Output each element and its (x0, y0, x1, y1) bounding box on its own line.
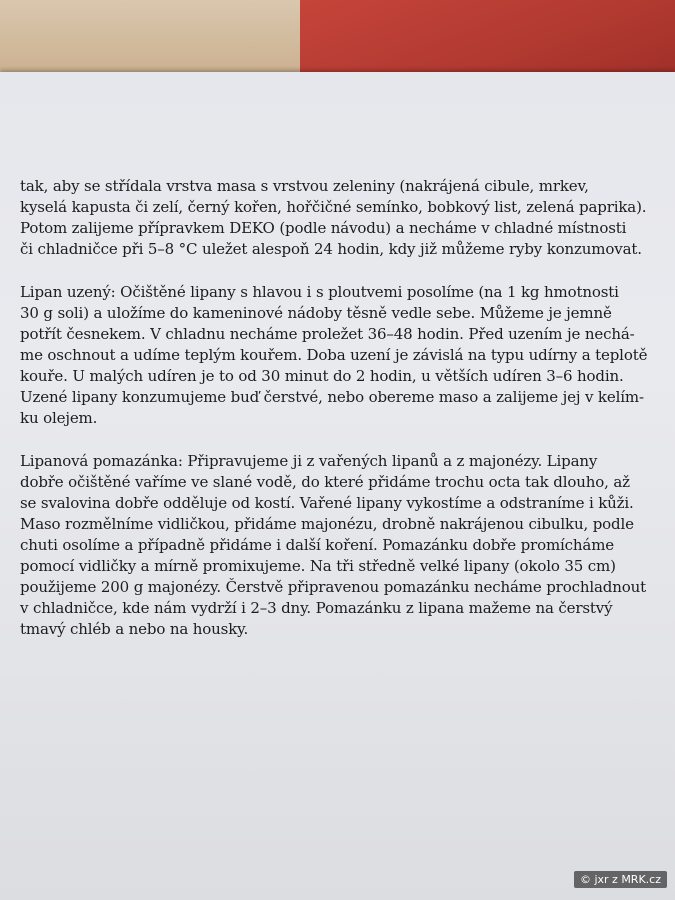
text-line: Lipan uzený: Očištěné lipany s hlavou i s ploutvemi posolíme (na 1 kg hmotnosti (20, 283, 619, 301)
text-line: Lipanová pomazánka: Připravujeme ji z vařených lipanů a z majonézy. Lipany (20, 452, 598, 470)
text-line: tak, aby se střídala vrstva masa s vrstvou zeleniny (nakrájená cibule, mrkev, (20, 177, 589, 195)
text-line: chuti osolíme a případně přidáme i další koření. Pomazánku dobře promícháme (20, 536, 615, 554)
text-line: použijeme 200 g majonézy. Čerstvě připravenou pomazánku necháme prochladnout (20, 578, 647, 596)
text-line: či chladničce při 5–8 °C uležet alespoň 24 hodin, kdy již můžeme ryby konzumovat. (20, 240, 642, 258)
paragraph-grayling-spread (20, 451, 658, 640)
text-line: pomocí vidličky a mírně promixujeme. Na tři středně velké lipany (okolo 35 cm) (20, 557, 616, 575)
text-line: tmavý chléb a nebo na housky. (20, 620, 249, 638)
paragraph-smoked-grayling (20, 282, 658, 429)
watermark: © jxr z MRK.cz (574, 871, 667, 888)
text-line: Maso rozmělníme vidličkou, přidáme majonézu, drobně nakrájenou cibulku, podle (20, 515, 634, 533)
text-line: me oschnout a udíme teplým kouřem. Doba uzení je závislá na typu udírny a teplotě (20, 346, 648, 364)
text-line: v chladničce, kde nám vydrží i 2–3 dny. Pomazánku z lipana mažeme na čerstvý (20, 599, 613, 617)
page-text (20, 176, 658, 640)
text-line: dobře očištěné vaříme ve slané vodě, do které přidáme trochu octa tak dlouho, až (20, 473, 630, 491)
text-line: kyselá kapusta či zelí, černý kořen, hořčičné semínko, bobkový list, zelená paprika). (20, 198, 647, 216)
text-line: Potom zalijeme přípravkem DEKO (podle návodu) a necháme v chladné místnosti (20, 219, 627, 237)
text-line: se svalovina dobře odděluje od kostí. Vařené lipany vykostíme a odstraníme i kůži. (20, 494, 634, 512)
text-line: Uzené lipany konzumujeme buď čerstvé, nebo obereme maso a zalijeme jej v kelím- (20, 388, 644, 406)
text-line: kouře. U malých udíren je to od 30 minut do 2 hodin, u větších udíren 3–6 hodin. (20, 367, 624, 385)
text-line: potřít česnekem. V chladnu necháme proležet 36–48 hodin. Před uzením je nechá- (20, 325, 635, 343)
paragraph-intro (20, 176, 658, 260)
text-line: 30 g soli) a uložíme do kameninové nádoby těsně vedle sebe. Můžeme je jemně (20, 304, 612, 322)
text-line: ku olejem. (20, 409, 98, 427)
